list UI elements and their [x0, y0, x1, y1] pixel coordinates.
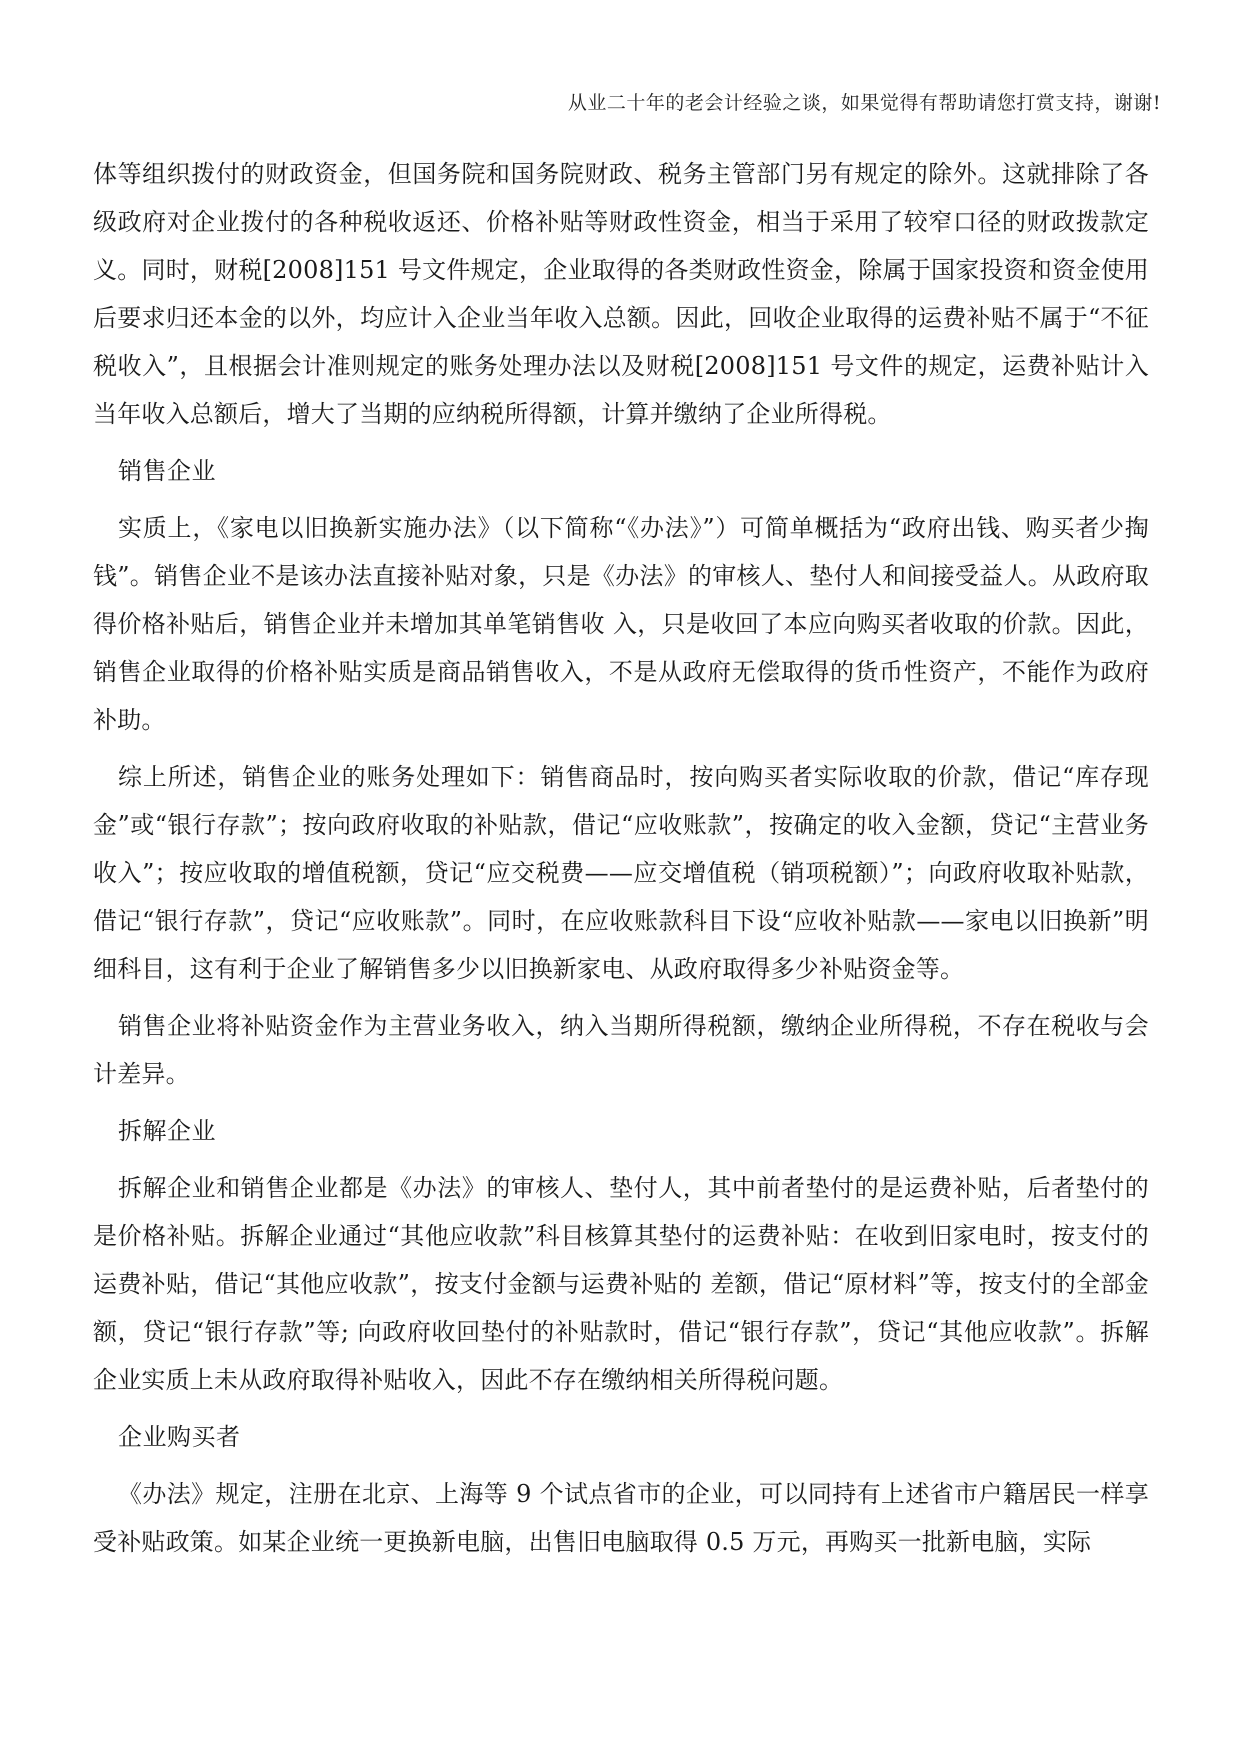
paragraph-sales-tax: 销售企业将补贴资金作为主营业务收入，纳入当期所得税额，缴纳企业所得税，不存在税收与会计差异。: [93, 1012, 1149, 1088]
paragraph-dismantling-accounting: 拆解企业和销售企业都是《办法》的审核人、垫付人，其中前者垫付的是运费补贴，后者垫付的是价格补贴。拆解企业通过“其他应收款”科目核算其垫付的运费补贴：在收到旧家电时，按支付的运费补贴，借记“其他应收款”，按支付金额与运费补贴的 差额，借记“原材料”等，按支付的全部金额，贷记“银行存款”等; 向政府收回垫付的补贴款时，借记“银行存款”，贷记“其他应收款”。拆解企业实质上未从政府取得补贴收入，因此不存在缴纳相关所得税问题。: [93, 1174, 1149, 1394]
section-heading-enterprise-buyer: 企业购买者: [118, 1423, 241, 1451]
section-heading-sales-enterprise: 销售企业: [118, 457, 216, 485]
paragraph-fiscal-funds: 体等组织拨付的财政资金，但国务院和国务院财政、税务主管部门另有规定的除外。这就排除了各级政府对企业拨付的各种税收返还、价格补贴等财政性资金，相当于采用了较窄口径的财政拨款定义。同时，财税[2008]151 号文件规定，企业取得的各类财政性资金，除属于国家投资和资金使用后要求归还本金的以外，均应计入企业当年收入总额。因此，回收企业取得的运费补贴不属于“不征税收入”，且根据会计准则规定的账务处理办法以及财税[2008]151 号文件的规定，运费补贴计入当年收入总额后，增大了当期的应纳税所得额，计算并缴纳了企业所得税。: [93, 160, 1149, 428]
section-heading-dismantling-enterprise: 拆解企业: [118, 1117, 216, 1145]
header-note: 从业二十年的老会计经验之谈，如果觉得有帮助请您打赏支持，谢谢!: [567, 92, 1161, 114]
paragraph-enterprise-buyer: 《办法》规定，注册在北京、上海等 9 个试点省市的企业，可以同持有上述省市户籍居民一样享受补贴政策。如某企业统一更换新电脑，出售旧电脑取得 0.5 万元，再购买一批新电脑，实际: [93, 1480, 1149, 1556]
paragraph-sales-subsidy-nature: 实质上，《家电以旧换新实施办法》（以下简称“《办法》”）可简单概括为“政府出钱、购买者少掏钱”。销售企业不是该办法直接补贴对象，只是《办法》的审核人、垫付人和间接受益人。从政府取得价格补贴后，销售企业并未增加其单笔销售收 入，只是收回了本应向购买者收取的价款。因此，销售企业取得的价格补贴实质是商品销售收入，不是从政府无偿取得的货币性资产，不能作为政府补助。: [93, 514, 1149, 734]
paragraph-sales-accounting: 综上所述，销售企业的账务处理如下：销售商品时，按向购买者实际收取的价款，借记“库存现金”或“银行存款”；按向政府收取的补贴款，借记“应收账款”，按确定的收入金额，贷记“主营业务收入”；按应收取的增值税额，贷记“应交税费——应交增值税（销项税额）”；向政府收取补贴款，借记“银行存款”，贷记“应收账款”。同时，在应收账款科目下设“应收补贴款——家电以旧换新”明细科目，这有利于企业了解销售多少以旧换新家电、从政府取得多少补贴资金等。: [93, 763, 1149, 983]
document-body: [93, 150, 1149, 1575]
